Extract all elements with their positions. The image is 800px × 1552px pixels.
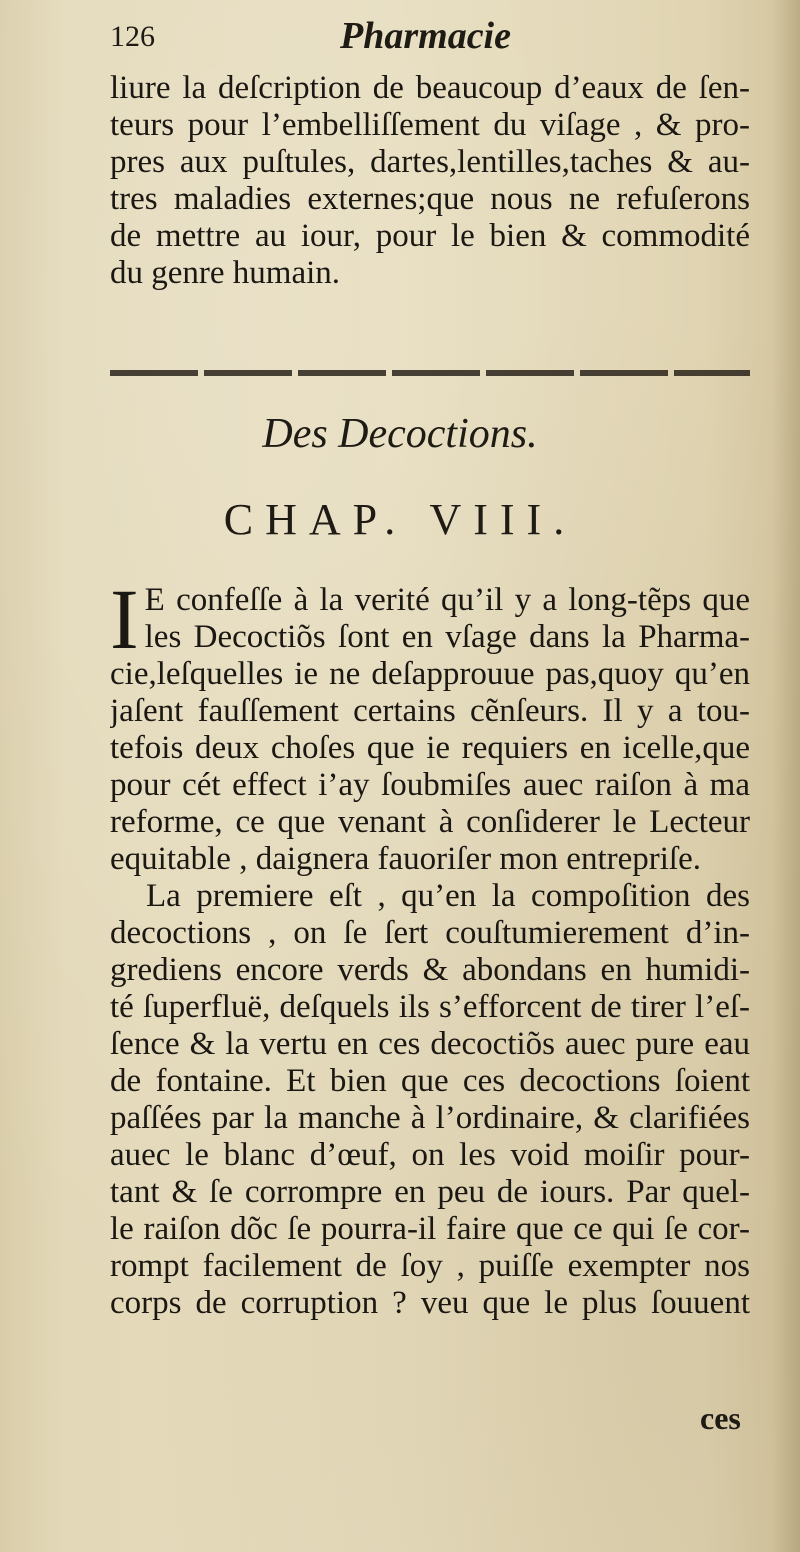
page-number: 126 xyxy=(110,20,155,53)
text-line: grediens encore verds & abondans en humidi- xyxy=(110,952,750,988)
ornamental-rule xyxy=(110,370,750,376)
text-line: La premiere eſt , qu’en la compoſition des xyxy=(146,878,750,914)
text-line: teurs pour l’embelliſſement du viſage , & pro- xyxy=(110,107,750,143)
chapter-title: CHAP. VIII. xyxy=(223,495,577,544)
text-line: du genre humain. xyxy=(110,255,341,291)
page-gutter-shadow xyxy=(772,0,800,1552)
catchword: ces xyxy=(700,1400,741,1436)
text-line: equitable , daignera fauoriſer mon entrepriſe. xyxy=(110,841,701,877)
text-line: auec le blanc d’œuf, on les void moiſir pour- xyxy=(110,1137,750,1173)
text-line: corps de corruption ? veu que le plus ſouuent xyxy=(110,1285,750,1321)
text-line: té ſuperfluë, deſquels ils s’efforcent de tirer l’eſ- xyxy=(110,989,750,1025)
chapter-body xyxy=(110,571,750,1322)
text-line: ſence & la vertu en ces decoctiõs auec pure eau xyxy=(110,1026,750,1062)
text-line: tefois deux choſes que ie requiers en icelle,que xyxy=(110,730,750,766)
text-line: reforme, ce que venant à conſiderer le Lecteur xyxy=(110,804,750,840)
text-line: de fontaine. Et bien que ces decoctions ſoient xyxy=(110,1063,750,1099)
text-line: rompt facilement de ſoy , puiſſe exempter nos xyxy=(110,1248,750,1284)
text-line: jaſent fauſſement certains cẽnſeurs. Il y a tou- xyxy=(110,693,750,729)
running-head xyxy=(110,14,750,64)
text-line: paſſées par la manche à l’ordinaire, & clarifiées xyxy=(110,1100,750,1136)
drop-cap: I xyxy=(110,571,139,667)
text-line: de mettre au iour, pour le bien & commodité xyxy=(110,218,750,254)
text-line: tant & ſe corrompre en peu de iours. Par quel- xyxy=(110,1174,750,1210)
text-line: pour cét effect i’ay ſoubmiſes auec raiſon à ma xyxy=(110,767,750,803)
text-line: tres maladies externes;que nous ne refuſerons xyxy=(110,181,750,217)
text-line: liure la deſcription de beaucoup d’eaux de ſen- xyxy=(110,70,750,106)
intro-paragraph xyxy=(110,70,750,292)
text-line: les Decoctiõs ſont en vſage dans la Pharma- xyxy=(144,619,750,655)
text-line: decoctions , on ſe ſert couſtumierement d’in- xyxy=(110,915,750,951)
text-line: cie,leſquelles ie ne deſapprouue pas,quoy qu’en xyxy=(110,656,750,692)
text-line: le raiſon dõc ſe pourra-il faire que ce qui ſe cor- xyxy=(110,1211,750,1247)
text-line: E confeſſe à la verité qu’il y a long-tẽps que xyxy=(144,582,750,618)
section-title: Des Decoctions. xyxy=(262,411,538,457)
text-line: pres aux puſtules, dartes,lentilles,taches & au- xyxy=(110,144,750,180)
running-title: Pharmacie xyxy=(340,15,511,57)
